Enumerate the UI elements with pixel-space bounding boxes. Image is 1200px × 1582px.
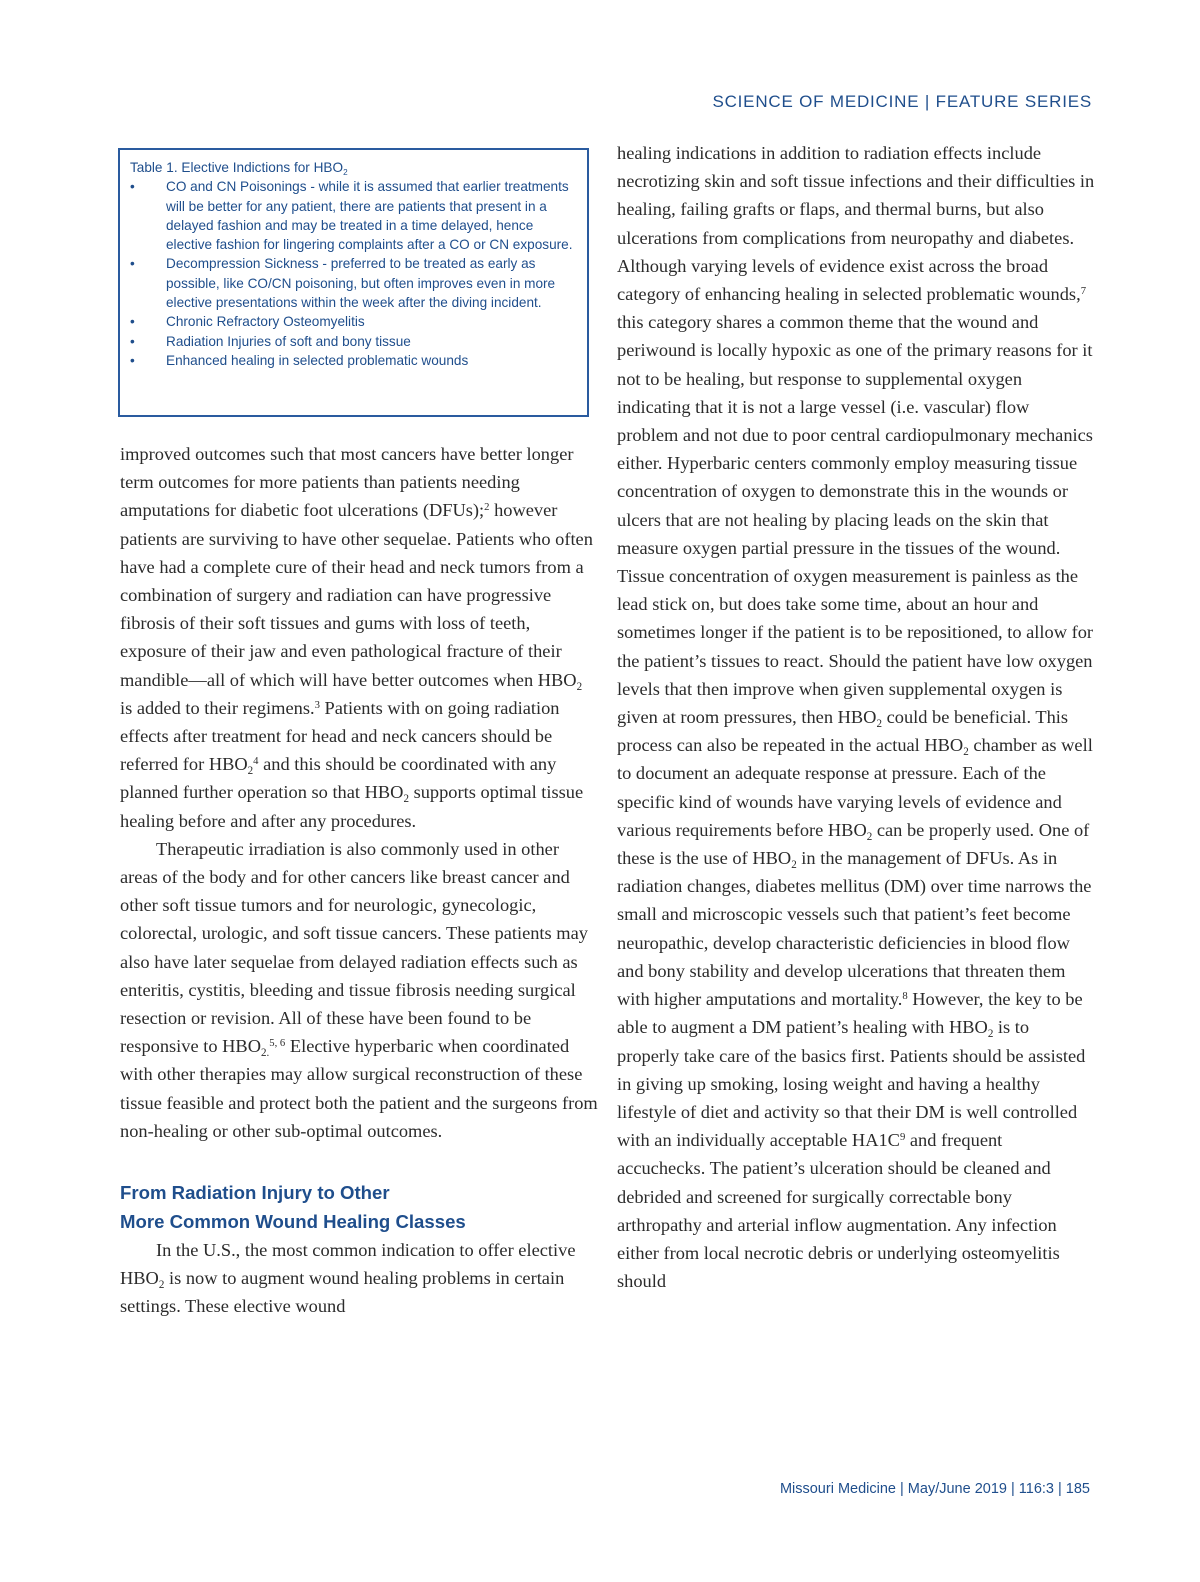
table-item-radiation: • Radiation Injuries of soft and bony tissue (130, 332, 577, 351)
right-paragraph-1: healing indications in addition to radiation effects include necrotizing skin and soft tissue infections and their difficulties in healing, failing grafts or flaps, and thermal burns, but also ulcerations from complications from neuropathy and diabetes. Although varying levels of evidence exist across the broad category of enhancing healing in selected problematic wounds,$^7$ this category shares a common theme that the wound and periwound is locally hypoxic as one of the primary reasons for it not to be healing, but response to supplemental oxygen indicating that it is not a large vessel (i.e. vascular) flow problem and not due to poor central cardiopulmonary mechanics either. Hyperbaric centers commonly employ measuring tissue concentration of oxygen to demonstrate this in the wounds or ulcers that are not healing by placing leads on the skin that measure oxygen partial pressure in the tissues of the wound. Tissue concentration of oxygen measurement is painless as the lead stick on, but does take some time, about an hour and sometimes longer if the patient is to be repositioned, to allow for the patient’s tissues to react. Should the patient have low oxygen levels that then improve when given supplemental oxygen is given at room pressures, then $HBO_2$ could be beneficial. This process can also be repeated in the actual $HBO_2$ chamber as well to document an adequate response at pressure. Each of the specific kind of wounds have varying levels of evidence and various requirements before $HBO_2$ can be properly used. One of these is the use of $HBO_2$ in the management of DFUs. As in radiation changes, diabetes mellitus (DM) over time narrows the small and microscopic vessels such that patient’s feet become neuropathic, develop characteristic deficiencies in blood flow and bony stability and develop ulcerations that threaten them with higher amputations and mortality.$^8$ However, the key to be able to augment a DM patient’s healing with $HBO_2$ is to properly take care of the basics first. Patients should be assisted in giving up smoking, losing weight and having a healthy lifestyle of diet and activity so that their DM is well controlled with an individually acceptable $HA1C^9$ and frequent accuchecks. The patient’s ulceration should be cleaned and debrided and screened for surgically correctable bony arthropathy and arterial inflow augmentation. Any infection either from local necrotic debris or underlying osteomyelitis should (617, 143, 1095, 1292)
section-heading-line-2: More Common Wound Healing Classes (120, 1210, 466, 1232)
table-item-wound-healing: • Enhanced healing in selected problematic wounds (130, 351, 577, 370)
running-head: SCIENCE OF MEDICINE | FEATURE SERIES (712, 92, 1092, 111)
table-item-co-cn: • CO and CN Poisonings - while it is assumed that earlier treatments will be better for any patient, there are patients that present in a delayed fashion and may be treated in a time delayed, hence elective fashion for lingering complaints after a CO or CN exposure. (130, 177, 577, 254)
right-column (617, 139, 1095, 1295)
elective-indications-table (118, 148, 589, 417)
table-title: Table 1. Elective Indictions for $HBO_2$ (130, 160, 348, 177)
left-paragraph-2: Therapeutic irradiation is also commonly used in other areas of the body and for other cancers like breast cancer and other soft tissue tumors and for neurologic, gynecologic, colorectal, urologic, and soft tissue cancers. These patients may also have later sequelae from delayed radiation effects such as enteritis, cystitis, bleeding and tissue fibrosis needing surgical resection or revision. All of these have been found to be responsive to $HBO_{2.}^{5, 6}$ Elective hyperbaric when coordinated with other therapies may allow surgical reconstruction of these tissue feasible and protect both the patient and the surgeons from non-healing or other sub-optimal outcomes. (120, 838, 598, 1141)
left-column (120, 440, 598, 1321)
table-item-osteomyelitis: • Chronic Refractory Osteomyelitis (130, 312, 577, 331)
page-footer: Missouri Medicine | May/June 2019 | 116:3 | 185 (779, 1481, 1090, 1497)
section-heading-line-1: From Radiation Injury to Other (120, 1182, 390, 1204)
left-paragraph-1: improved outcomes such that most cancers have better longer term outcomes for more patients than patients needing amputations for diabetic foot ulcerations (DFUs);$^2$ however patients are surviving to have other sequelae. Patients who often have had a complete cure of their head and neck tumors from a combination of surgery and radiation can have progressive fibrosis of their soft tissues and gums with loss of teeth, exposure of their jaw and even pathological fracture of their mandible—all of which will have better outcomes when $HBO_2$ is added to their regimens.$^3$ Patients with on going radiation effects after treatment for head and neck cancers should be referred for $HBO_2^4$ and this should be coordinated with any planned further operation so that $HBO_2$ supports optimal tissue healing before and after any procedures. (120, 444, 593, 831)
table-list (130, 177, 577, 370)
left-paragraph-3: In the U.S., the most common indication to offer elective $HBO_2$ is now to augment wound healing problems in certain settings. These elective wound (120, 1240, 576, 1317)
table-item-decompression: • Decompression Sickness - preferred to be treated as early as possible, like CO/CN poisoning, but often improves even in more elective presentations within the week after the diving incident. (130, 254, 577, 312)
section-heading (120, 1179, 598, 1236)
